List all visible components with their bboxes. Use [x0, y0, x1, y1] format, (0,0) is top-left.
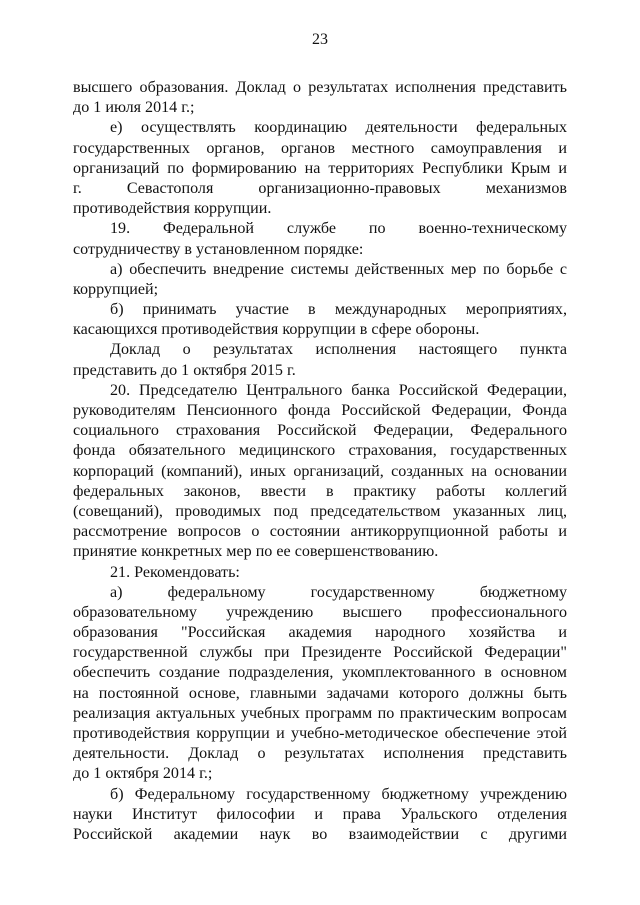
text-line: высшего образования. Доклад о результатах исполнения представить [73, 79, 567, 96]
text-line: (совещаний), проводимых под председательством указанных лиц, [73, 502, 567, 520]
text-line: а) федеральному государственному бюджетному [110, 583, 567, 601]
text-line: государственной службы при Президенте Российской Федерации" [73, 644, 567, 662]
text-line: противодействия коррупции. [73, 200, 272, 218]
text-line: деятельности. Доклад о результатах исполнения представить [73, 745, 567, 763]
text-line: сотрудничеству в установленном порядке: [73, 240, 364, 258]
page-number: 23 [312, 31, 328, 48]
text-line: б) принимать участие в международных мероприятиях, [110, 301, 567, 319]
text-line: образования "Российская академия народного хозяйства и [73, 624, 567, 642]
text-line: представить до 1 октября 2015 г. [73, 361, 296, 379]
text-line: 19. Федеральной службе по военно-техническому [110, 220, 567, 238]
text-line: науки Институт философии и права Уральского отделения [73, 805, 567, 823]
text-line: до 1 июля 2014 г.; [73, 99, 195, 117]
text-line: обеспечить создание подразделения, укомплектованного в основном [73, 664, 567, 682]
text-line: принятие конкретных мер по ее совершенствованию. [73, 543, 439, 561]
text-line: социального страхования Российской Федерации, Федерального [73, 422, 567, 440]
text-line: корпораций (компаний), иных организаций, созданных на основании [73, 462, 567, 480]
text-line: реализация актуальных учебных программ по практическим вопросам [73, 704, 567, 722]
text-line: Российской академии наук во взаимодействии с другими [73, 825, 567, 843]
text-line: федеральных законов, ввести в практику работы коллегий [73, 482, 567, 500]
text-line: организаций по формированию на территориях Республики Крым и [73, 159, 567, 177]
text-line: руководителям Пенсионного фонда Российской Федерации, Фонда [73, 402, 567, 419]
document-body [73, 78, 567, 845]
text-line: 20. Председателю Центрального банка Российской Федерации, [110, 381, 567, 399]
text-line: б) Федеральному государственному бюджетному учреждению [110, 785, 567, 803]
text-line: образовательному учреждению высшего профессионального [73, 603, 567, 621]
text-line: а) обеспечить внедрение системы действенных мер по борьбе с [110, 260, 567, 278]
text-line: противодействия коррупции и учебно-методическое обеспечение этой [73, 725, 567, 742]
text-line: Доклад о результатах исполнения настоящего пункта [110, 341, 567, 359]
text-line: до 1 октября 2014 г.; [73, 765, 213, 783]
text-line: коррупцией; [73, 280, 159, 298]
text-line: г. Севастополя организационно-правовых механизмов [73, 179, 567, 197]
text-line: е) осуществлять координацию деятельности федеральных [110, 119, 567, 137]
text-line: 21. Рекомендовать: [110, 563, 240, 581]
text-line: государственных органов, органов местного самоуправления и [73, 139, 567, 157]
text-line: касающихся противодействия коррупции в сфере обороны. [73, 321, 480, 339]
text-line: на постоянной основе, главными задачами которого должны быть [73, 684, 567, 702]
text-line: рассмотрение вопросов о состоянии антикоррупционной работы и [73, 523, 567, 541]
text-line: фонда обязательного медицинского страхования, государственных [73, 442, 567, 460]
